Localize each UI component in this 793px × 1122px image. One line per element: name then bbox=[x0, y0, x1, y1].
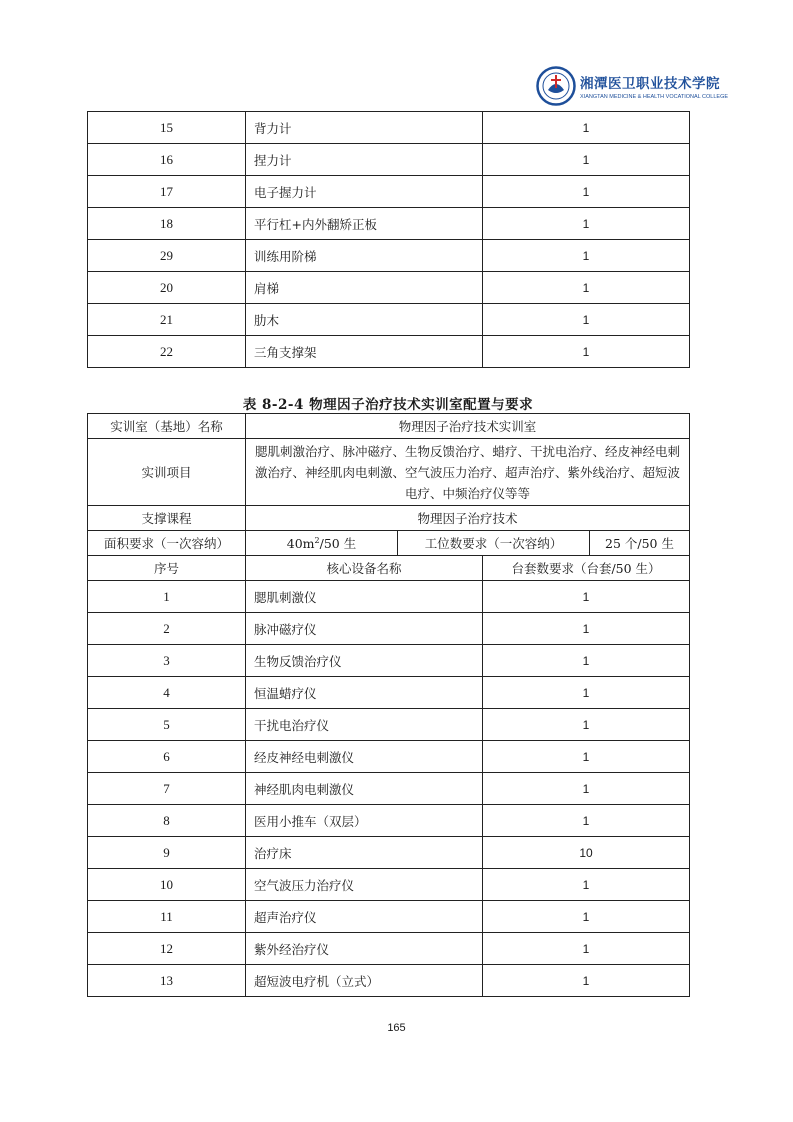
equipment-qty: 1 bbox=[483, 709, 690, 741]
equipment-name: 恒温蜡疗仪 bbox=[246, 677, 483, 709]
station-label: 工位数要求（一次容纳） bbox=[398, 531, 590, 556]
area-value bbox=[246, 531, 398, 556]
row-number: 4 bbox=[88, 677, 246, 709]
row-number: 13 bbox=[88, 965, 246, 997]
lab-name-value: 物理因子治疗技术实训室 bbox=[246, 414, 690, 439]
equipment-qty: 1 bbox=[483, 176, 690, 208]
table-row bbox=[88, 613, 690, 645]
table-row bbox=[88, 176, 690, 208]
row-number: 22 bbox=[88, 336, 246, 368]
table-row bbox=[88, 304, 690, 336]
equipment-name: 经皮神经电刺激仪 bbox=[246, 741, 483, 773]
table-row bbox=[88, 869, 690, 901]
table-row bbox=[88, 741, 690, 773]
row-number: 10 bbox=[88, 869, 246, 901]
row-number: 5 bbox=[88, 709, 246, 741]
equipment-name: 肩梯 bbox=[246, 272, 483, 304]
row-number: 18 bbox=[88, 208, 246, 240]
equipment-name: 超短波电疗机（立式） bbox=[246, 965, 483, 997]
course-value: 物理因子治疗技术 bbox=[246, 506, 690, 531]
row-number: 8 bbox=[88, 805, 246, 837]
equipment-name: 治疗床 bbox=[246, 837, 483, 869]
equipment-qty: 1 bbox=[483, 901, 690, 933]
col-header-no: 序号 bbox=[88, 556, 246, 581]
table-row bbox=[88, 581, 690, 613]
equipment-name: 紫外经治疗仪 bbox=[246, 933, 483, 965]
table-row bbox=[88, 805, 690, 837]
equipment-qty: 10 bbox=[483, 837, 690, 869]
equipment-name: 医用小推车（双层） bbox=[246, 805, 483, 837]
table-caption: 表 8-2-4 物理因子治疗技术实训室配置与要求 bbox=[242, 397, 534, 413]
equipment-qty: 1 bbox=[483, 645, 690, 677]
equipment-name: 神经肌肉电刺激仪 bbox=[246, 773, 483, 805]
equipment-name: 电子握力计 bbox=[246, 176, 483, 208]
equipment-qty: 1 bbox=[483, 304, 690, 336]
table-row bbox=[88, 240, 690, 272]
equipment-table-continued bbox=[87, 111, 690, 368]
col-header-qty: 台套数要求（台套/50 生） bbox=[483, 556, 690, 581]
equipment-qty: 1 bbox=[483, 773, 690, 805]
project-label: 实训项目 bbox=[88, 439, 246, 506]
row-number: 15 bbox=[88, 112, 246, 144]
equipment-name: 平行杠+内外翻矫正板 bbox=[246, 208, 483, 240]
row-number: 7 bbox=[88, 773, 246, 805]
table-row bbox=[88, 837, 690, 869]
column-header-row bbox=[88, 556, 690, 581]
table-row bbox=[88, 336, 690, 368]
equipment-name: 训练用阶梯 bbox=[246, 240, 483, 272]
area-label: 面积要求（一次容纳） bbox=[88, 531, 246, 556]
table-row bbox=[88, 677, 690, 709]
area-value-sup: 2 bbox=[314, 535, 320, 545]
equipment-qty: 1 bbox=[483, 581, 690, 613]
table-row bbox=[88, 272, 690, 304]
equipment-name: 超声治疗仪 bbox=[246, 901, 483, 933]
row-number: 11 bbox=[88, 901, 246, 933]
equipment-name: 脉冲磁疗仪 bbox=[246, 613, 483, 645]
lab-name-label: 实训室（基地）名称 bbox=[88, 414, 246, 439]
area-value-main: 40m bbox=[286, 536, 315, 551]
school-name-en: XIANGTAN MEDICINE & HEALTH VOCATIONAL COLLEGE bbox=[580, 94, 729, 100]
table-row bbox=[88, 901, 690, 933]
row-number: 2 bbox=[88, 613, 246, 645]
row-number: 6 bbox=[88, 741, 246, 773]
equipment-qty: 1 bbox=[483, 677, 690, 709]
course-label: 支撑课程 bbox=[88, 506, 246, 531]
equipment-qty: 1 bbox=[483, 240, 690, 272]
equipment-name: 三角支撑架 bbox=[246, 336, 483, 368]
table-row bbox=[88, 208, 690, 240]
school-emblem-icon bbox=[536, 66, 576, 106]
equipment-name: 干扰电治疗仪 bbox=[246, 709, 483, 741]
school-name-cn: 湘潭医卫职业技术学院 bbox=[580, 76, 720, 92]
lab-name-row bbox=[88, 414, 690, 439]
equipment-name: 空气波压力治疗仪 bbox=[246, 869, 483, 901]
row-number: 29 bbox=[88, 240, 246, 272]
table-row bbox=[88, 933, 690, 965]
table-row bbox=[88, 112, 690, 144]
row-number: 16 bbox=[88, 144, 246, 176]
equipment-name: 捏力计 bbox=[246, 144, 483, 176]
physical-therapy-lab-table bbox=[87, 413, 690, 997]
row-number: 1 bbox=[88, 581, 246, 613]
equipment-name: 背力计 bbox=[246, 112, 483, 144]
equipment-name: 肋木 bbox=[246, 304, 483, 336]
station-value: 25 个/50 生 bbox=[590, 531, 690, 556]
table-row bbox=[88, 709, 690, 741]
table-row bbox=[88, 144, 690, 176]
project-value: 腮肌刺激治疗、脉冲磁疗、生物反馈治疗、蜡疗、干扰电治疗、经皮神经电刺激治疗、神经肌肉电刺激、空气波压力治疗、超声治疗、紫外线治疗、超短波电疗、中频治疗仪等等 bbox=[246, 439, 690, 506]
page-number: 165 bbox=[387, 1022, 406, 1034]
equipment-qty: 1 bbox=[483, 741, 690, 773]
row-number: 9 bbox=[88, 837, 246, 869]
row-number: 17 bbox=[88, 176, 246, 208]
equipment-qty: 1 bbox=[483, 933, 690, 965]
row-number: 20 bbox=[88, 272, 246, 304]
equipment-qty: 1 bbox=[483, 965, 690, 997]
equipment-qty: 1 bbox=[483, 272, 690, 304]
equipment-name: 腮肌刺激仪 bbox=[246, 581, 483, 613]
equipment-qty: 1 bbox=[483, 613, 690, 645]
area-value-tail: /50 生 bbox=[319, 536, 357, 551]
equipment-qty: 1 bbox=[483, 208, 690, 240]
table-row bbox=[88, 773, 690, 805]
row-number: 21 bbox=[88, 304, 246, 336]
project-row bbox=[88, 439, 690, 506]
row-number: 12 bbox=[88, 933, 246, 965]
area-row bbox=[88, 531, 690, 556]
equipment-qty: 1 bbox=[483, 805, 690, 837]
table-row bbox=[88, 645, 690, 677]
equipment-qty: 1 bbox=[483, 336, 690, 368]
table-row bbox=[88, 965, 690, 997]
col-header-name: 核心设备名称 bbox=[246, 556, 483, 581]
equipment-qty: 1 bbox=[483, 112, 690, 144]
course-row bbox=[88, 506, 690, 531]
row-number: 3 bbox=[88, 645, 246, 677]
equipment-qty: 1 bbox=[483, 144, 690, 176]
school-logo bbox=[536, 64, 729, 108]
equipment-name: 生物反馈治疗仪 bbox=[246, 645, 483, 677]
equipment-qty: 1 bbox=[483, 869, 690, 901]
